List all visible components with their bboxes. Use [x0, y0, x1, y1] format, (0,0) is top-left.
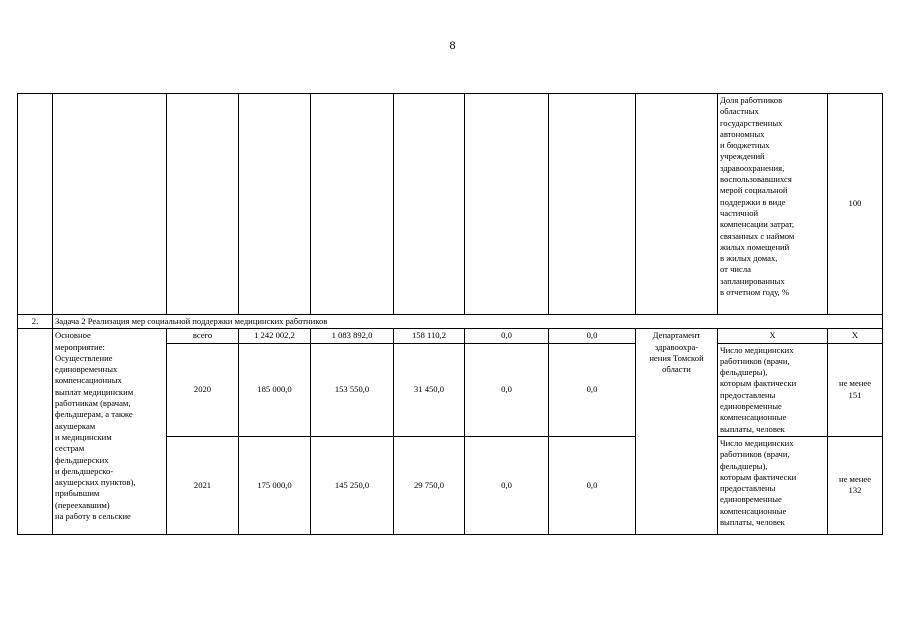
executor-cell: Департамент здравоохра- нения Томской области — [636, 329, 718, 535]
page-number: 8 — [449, 38, 456, 52]
period-cell: всего — [167, 329, 239, 343]
indicator-cell: Число медицинских работников (врачи, фельдшеры), которым фактически предоставлены единовременные компенсационные выплаты, человек — [718, 343, 828, 436]
program-table — [17, 93, 883, 535]
measure-name: Основное мероприятие: Осуществление единовременных компенсационных выплат медицинским работникам (врачам, фельдшерам, а также акушеркам и медицинским сестрам фельдшерских и фельдшерско- акушерских пунктов), прибывшим (переехавшим) на работу в сельские — [53, 329, 167, 535]
local-cell: 0,0 — [465, 329, 549, 343]
cell-total — [239, 94, 311, 315]
other-cell: 0,0 — [549, 343, 636, 436]
value-cell: не менее 132 — [828, 436, 883, 534]
cell-regional — [394, 94, 465, 315]
cell-number — [18, 94, 53, 315]
value-cell: не менее 151 — [828, 343, 883, 436]
indicator-cell: Х — [718, 329, 828, 343]
federal-cell: 153 550,0 — [311, 343, 394, 436]
regional-cell: 158 110,2 — [394, 329, 465, 343]
cell-measure — [53, 94, 167, 315]
indicator-cell: Число медицинских работников (врачи, фельдшеры), которым фактически предоставлены единовременные компенсационные выплаты, человек — [718, 436, 828, 534]
total-cell: 185 000,0 — [239, 343, 311, 436]
cell-federal — [311, 94, 394, 315]
other-cell: 0,0 — [549, 329, 636, 343]
table-row-total — [18, 329, 883, 343]
local-cell: 0,0 — [465, 436, 549, 534]
cell-period — [167, 94, 239, 315]
task-title: Задача 2 Реализация мер социальной поддержки медицинских работников — [53, 315, 883, 329]
local-cell: 0,0 — [465, 343, 549, 436]
federal-cell: 1 083 892,0 — [311, 329, 394, 343]
cell-executor — [636, 94, 718, 315]
task-number: 2. — [18, 315, 53, 329]
total-cell: 175 000,0 — [239, 436, 311, 534]
federal-cell: 145 250,0 — [311, 436, 394, 534]
cell-local — [465, 94, 549, 315]
table-row-indicator-continuation — [18, 94, 883, 315]
cell-number — [18, 329, 53, 535]
regional-cell: 31 450,0 — [394, 343, 465, 436]
indicator-value: 100 — [828, 94, 883, 315]
table-row-task — [18, 315, 883, 329]
period-cell: 2021 — [167, 436, 239, 534]
indicator-text: Доля работников областных государственных автономных и бюджетных учреждений здравоохранения, воспользовавшихся мерой социальной поддержки в виде частичной компенсации затрат, связанных с наймом жилых помещений в жилых домах, от числа запланированных в отчетном году, % — [718, 94, 828, 315]
value-cell: Х — [828, 329, 883, 343]
regional-cell: 29 750,0 — [394, 436, 465, 534]
cell-other — [549, 94, 636, 315]
period-cell: 2020 — [167, 343, 239, 436]
other-cell: 0,0 — [549, 436, 636, 534]
total-cell: 1 242 002,2 — [239, 329, 311, 343]
